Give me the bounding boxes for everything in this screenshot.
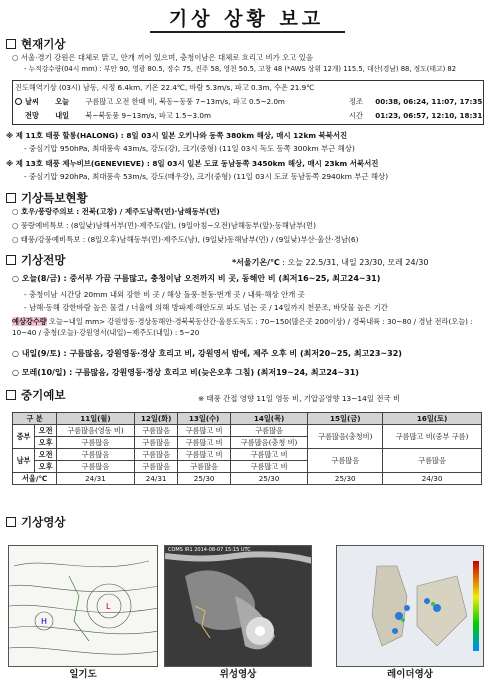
today-weather-row: 날씨 오늘 구름많고 오전 한때 비, 북동~동풍 7~13m/s, 파고 0.5~2.0m	[15, 96, 285, 107]
tomorrow-weather-row: 전망 내일 북~북동풍 9~13m/s, 파고 1.5~3.0m	[25, 111, 211, 120]
checkbox-icon	[6, 390, 16, 400]
radar-image	[336, 545, 484, 667]
checkbox-icon	[6, 517, 16, 527]
tide-today: 정조 00:38, 06:24, 11:07, 17:35	[349, 97, 483, 106]
caption-radar: 레이더영상	[387, 669, 433, 680]
table-cell: 구름많음	[134, 425, 178, 437]
table-head: 구 분	[13, 413, 57, 425]
day-header: 11일(월)	[57, 413, 135, 425]
typhoon-13-detail: - 중심기압 920hPa, 최대풍속 53m/s, 강도(매우강), 크기(중형) (11일 03시 도쿄 동남동쪽 2940km 부근 해상)	[24, 172, 389, 181]
table-cell: 25/30	[178, 473, 230, 485]
rainfall-detail: - 누적강수량(04시 mm) : 부안 90, 영광 80.5, 장수 75, 진주 58, 영천 50.5, 고창 48 (*AWS 상위 12개) 115.5, 대산(경남) 88, 정도(태고) 82	[24, 65, 457, 73]
forecast-tomorrow: ○ 내일(9/토) : 구름많음, 강원영동·경상 흐리고 비, 강원영서 밤에, 제주 오후 비 (최저20~25, 최고23~32)	[12, 349, 402, 358]
table-cell: 구름많고 비	[230, 461, 308, 473]
table-cell: 구름많음	[57, 449, 135, 461]
day-header: 12일(화)	[134, 413, 178, 425]
time-label: 오후	[35, 461, 57, 473]
table-cell: 구름많고 비(중부 구름)	[383, 425, 482, 449]
table-cell: 구름많음	[57, 437, 135, 449]
svg-text:H: H	[41, 617, 48, 626]
section-current: 현재기상	[6, 36, 65, 52]
special-warning-3: ○ 태풍/강풍예비특보 : (8일오후)남해동부(먼)·제주도(남), (9일낮)동해남부(먼) / (9일낮)부산·울산·경남(6)	[12, 235, 359, 244]
title-underline	[150, 31, 345, 33]
sea-weather-box	[12, 80, 484, 125]
table-cell: 구름많음	[178, 461, 230, 473]
typhoon-11-detail: - 중심기압 950hPa, 최대풍속 43m/s, 강도(강), 크기(중형) (11일 03시 독도 동쪽 300km 부근 해상)	[24, 144, 355, 153]
table-cell: 구름많고 비	[230, 449, 308, 461]
table-cell: 구름많음	[383, 449, 482, 473]
midterm-table	[12, 412, 482, 485]
forecast-dayafter: ○ 모레(10/일) : 구름많음, 강원영동·경상 흐리고 비(늦은오후 그침) (최저19~24, 최고24~31)	[12, 368, 359, 377]
satellite-timestamp: COMS IR1 2014-08-07 15:15 UTC	[168, 547, 251, 553]
time-label: 오전	[35, 449, 57, 461]
page-title: 기상 상황 보고	[168, 8, 325, 30]
checkbox-icon	[6, 193, 16, 203]
svg-text:L: L	[106, 602, 111, 611]
region-label: 중부	[13, 425, 35, 449]
table-cell: 구름많고 비	[178, 437, 230, 449]
current-summary: ○ 서울·경기 강원은 대체로 맑고, 안개 끼어 있으며, 충청이남은 대체로 흐리고 비가 오고 있음	[12, 53, 314, 62]
day-header: 13일(수)	[178, 413, 230, 425]
section-midterm: 중기예보	[6, 387, 65, 403]
section-forecast: 기상전망	[6, 252, 65, 268]
table-cell: 구름많음(충청 비)	[230, 437, 308, 449]
table-cell: 24/31	[57, 473, 135, 485]
day-header: 14일(목)	[230, 413, 308, 425]
table-cell: 구름많음	[230, 425, 308, 437]
table-cell: 구름많음	[308, 449, 383, 473]
forecast-today-detail-1: - 충청이남 시간당 20mm 내외 강한 비 곳 / 해상 돌풍·천둥·번개 곳 / 내륙·해상 안개 곳	[24, 290, 305, 299]
table-cell: 구름많고 비	[178, 449, 230, 461]
typhoon-11: ※ 제 11호 태풍 할롱(HALONG) : 8일 03시 일본 오키나와 동쪽 380km 해상, 매시 12km 북북서진	[6, 131, 348, 140]
table-cell: 24/31	[134, 473, 178, 485]
tide-tomorrow: 시간 01:23, 06:57, 12:10, 18:31	[349, 111, 483, 120]
table-cell: 구름많고 비	[178, 425, 230, 437]
day-header: 15일(금)	[308, 413, 383, 425]
caption-weather-chart: 일기도	[69, 669, 97, 680]
day-header: 16일(토)	[383, 413, 482, 425]
time-label: 오후	[35, 437, 57, 449]
midterm-note: ※ 태풍 간접 영향 11일 영동 비, 기압골영향 13~14일 전국 비	[198, 394, 401, 403]
table-cell: 25/30	[230, 473, 308, 485]
table-cell: 구름많음	[57, 461, 135, 473]
checkbox-icon	[6, 39, 16, 49]
section-images: 기상영상	[6, 514, 65, 530]
table-cell: 24/30	[383, 473, 482, 485]
satellite-image	[164, 545, 312, 667]
time-label: 오전	[35, 425, 57, 437]
weather-chart-image	[8, 545, 158, 667]
checkbox-icon	[6, 255, 16, 265]
section-special: 기상특보현황	[6, 190, 88, 206]
forecast-today: ○ 오늘(8/금) : 중서부 가끔 구름많고, 충청이남 오전까지 비 곳, 동해안 비 (최저16~25, 최고24~31)	[12, 274, 381, 283]
table-cell: 구름많음(영동 비)	[57, 425, 135, 437]
expected-rainfall: 예상강수량 오늘~내일 mm> 강원영동·경상동해안·경북북동산간·울릉도독도 : 70~150(많은곳 200이상) / 경북내륙 : 30~80 / 경남 전라(오늘) : 10~40 / 충청(오늘)·강원영서(내일)~제주도(내일) : 5~20	[12, 317, 473, 337]
seoul-temps: *서울기온/℃ : 오늘 22.5/31, 내일 23/30, 모레 24/30	[232, 258, 429, 267]
table-cell: 구름많음(충청비)	[308, 425, 383, 449]
table-cell: 25/30	[308, 473, 383, 485]
region-label: 남부	[13, 449, 35, 473]
table-cell: 구름많음	[134, 449, 178, 461]
special-warning-1: ○ 호우/풍랑주의보 : 전북(고창) / 제주도남쪽(먼)·남해동부(먼)	[12, 207, 220, 216]
special-warning-2: ○ 풍랑예비특보 : (8일낮)남해서부(먼)·제주도(앞), (9일아침~오전)남해동부(앞)·동해남부(먼)	[12, 221, 317, 230]
jindo-sea-weather: 진도해역기상 (03시) 남동, 시정 6.4km, 기온 22.4℃, 바람 5.3m/s, 파고 0.3m, 수온 21.9℃	[15, 83, 315, 92]
table-cell: 구름많음	[134, 461, 178, 473]
table-cell: 구름많음	[134, 437, 178, 449]
temp-label: 서울/℃	[13, 473, 57, 485]
forecast-today-detail-2: - 남해·동해 강한바람 높은 물결 / 너울에 의해 방파제·해안도로 파도 넘는 곳 / 14일까지 천문조, 바닷물 높은 기간	[24, 303, 388, 312]
caption-satellite: 위성영상	[219, 669, 257, 680]
typhoon-13: ※ 제 13호 태풍 제누비브(GENEVIEVE) : 8일 03시 일본 도쿄 동남동쪽 3450km 해상, 매시 23km 서북서진	[6, 159, 379, 168]
